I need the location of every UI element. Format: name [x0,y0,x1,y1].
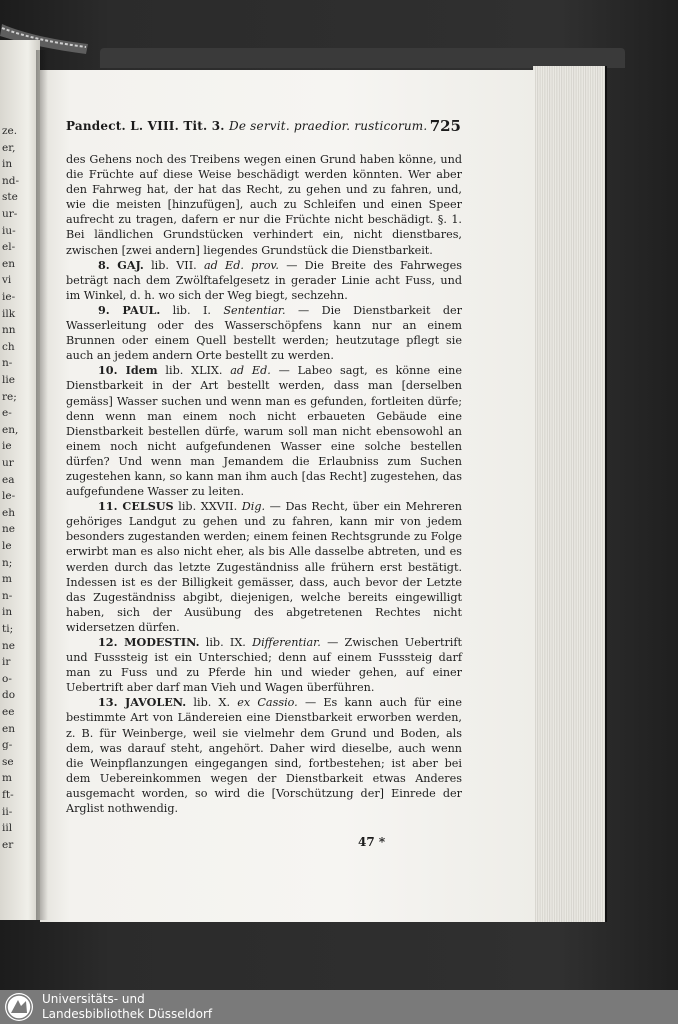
left-page-fragment: ste [2,191,18,204]
body-paragraph [66,695,462,816]
left-page-fragment: ur [2,457,14,469]
paragraph-text: lib. IX. [199,636,253,649]
library-brand-bar [0,990,678,1024]
page-number: 725 [429,117,461,135]
left-page-fragment: n- [2,589,13,602]
left-page-fragment: ch [2,340,15,353]
paragraph-text: lib. VII. [143,258,204,272]
body-paragraph [66,152,462,258]
left-page-edge [0,40,40,920]
left-page-fragment: iu- [2,224,16,237]
left-page-fragment: er, [2,141,16,154]
left-page-fragment: se [2,755,14,768]
left-page-fragment: vi [2,274,12,287]
left-page-fragment: ie- [2,291,16,303]
left-page-fragment: ee [2,706,15,718]
fragment-citation: 8. GAJ. [98,257,144,272]
fragment-citation: 13. JAVOLEN. [98,695,187,710]
running-head-subtitle: De servit. praedior. rusticorum. [229,119,428,133]
left-page-fragment: le- [2,490,16,503]
running-head-book: Pandect. L. VIII. Tit. 3. [66,119,225,133]
source-title: ad Ed. [230,364,271,378]
paragraph-text: — Die Dienstbarkeit der Wasserleitung oder des Wasserschöpfens kann nur an einem Brunnen oder einem Quell bestellt werden; heutzutage pflegt sie auch an jedem andern Orte bestellt zu werden. [66,303,462,363]
left-page-fragment: m [2,772,12,785]
page-body-text [66,152,462,816]
paragraph-text: lib. XLIX. [157,364,231,378]
left-page-fragment: ze. [2,125,18,137]
spine-shadow [36,50,48,920]
left-page-fragment: ne [2,639,15,652]
left-page-fragment: ur- [2,208,18,220]
left-page-fragment: nn [2,324,16,337]
left-page-fragment: ea [2,473,15,486]
body-paragraph [66,258,462,303]
fragment-citation: 10. Idem [98,363,158,378]
source-title: Differentiar. [252,636,321,649]
left-page-fragment: en [2,257,15,270]
source-title: Dig. [241,500,266,514]
fragment-citation: 9. PAUL. [98,302,161,317]
body-paragraph [66,363,462,499]
left-page-fragment: n- [2,357,13,370]
left-page-fragment: eh [2,506,15,519]
left-page-fragment: o- [2,672,12,685]
paragraph-text: lib. I. [160,303,224,317]
running-head-title [66,119,427,133]
left-page-fragment: ie [2,440,12,453]
paragraph-text: — Zwischen Uebertrift und Fusssteig ist ein Unterschied; denn auf einem Fusssteig darf man zu Fuss und zu Pferde hin und wieder gehen, auf einer Uebertrift aber darf man Vieh und Wagen überführen. [66,636,463,695]
left-page-fragment: le [2,540,12,552]
left-page-fragment: m [2,573,12,586]
left-page-fragment: do [2,689,16,702]
paragraph-text: — Es kann auch für eine bestimmte Art von Ländereien eine Dienstbarkeit erworben werden, z. B. für Weinberge, weil sie vielmehr dem Grund und Boden, als dem, was darauf steht, angehört. Daher wird dieselbe, auch wenn die Weinpflanzungen eingegangen sind, fortbestehen; ist aber bei dem Uebereinkommen wegen der Dienstbarkeit etwas Anderes ausgemacht worden, so wird die [Vorschützung der] Einrede der Arglist nothwendig. [66,696,463,816]
left-page-fragment: er [2,838,14,851]
running-head [66,119,461,139]
signature-mark: 47 * [358,835,386,849]
paragraph-text: lib. XXVII. [173,500,242,514]
library-name-line2: Landesbibliothek Düsseldorf [42,1007,213,1021]
fragment-citation: 12. MODESTIN. [98,635,200,649]
body-paragraph [66,499,462,635]
page-stack-edges [533,66,607,922]
body-paragraph [66,635,462,695]
source-title: ex Cassio. [237,696,298,710]
book-cover-edge [100,48,625,68]
paragraph-text: des Gehens noch des Treibens wegen einen Grund haben könne, und die Früchte auf diese Weise beschädigt werden könnten. Wer aber den Fahrweg hat, der hat das Recht, zu gehen und zu fahren, und, wie die meisten [hinzufügen], auch zu Schleifen und einen Speer aufrecht zu tragen, dafern er nur die Früchte nicht beschädigt. §. 1. Bei ländlichen Grundstücken verhindert ein, nicht dienstbares, zwischen [zwei andern] liegendes Grundstück die Dienstbarkeit. [66,153,462,257]
left-page-fragment: ilk [2,307,16,320]
left-page-fragment: ii- [2,805,13,818]
left-page-fragment: ti; [2,623,14,635]
left-page-fragment: n; [2,556,13,569]
left-page-fragment: ir [2,656,11,669]
left-page-fragment: el- [2,241,16,254]
source-title: Sententiar. [223,303,286,317]
body-paragraph [66,303,462,363]
left-page-fragment: lie [2,374,15,386]
library-name-line1: Universitäts- und [42,992,145,1006]
ulb-logo-icon[interactable] [4,992,34,1022]
left-page-fragment: re; [2,390,17,403]
source-title: ad Ed. prov. [203,258,279,272]
left-page-fragment: ne [2,523,15,536]
paragraph-text: — Das Recht, über ein Mehreren gehöriges Landgut zu gehen und zu fahren, kann mir von jedem besonders zugestanden werden; einem feinen Rechtsgrunde zu Folge erwirbt man es also nicht eher, als bis Alle dasselbe abtreten, und es werden durch das letzte Zugeständniss alle frühern erst bestätigt. Indessen ist es der Billigkeit gemässer, dass, auch bevor der Letzte das Zugeständniss abgibt, diejenigen, welche bereits eingewilligt haben, sich der Ausübung des abgetretenen Rechtes nicht widersetzen dürfen. [66,500,463,634]
paragraph-text: — Labeo sagt, es könne eine Dienstbarkeit in der Art bestellt werden, dass man [derselben gemäss] Wasser suchen und wenn man es gefunden, fortleiten dürfe; denn wenn man einem noch nicht erbaueten Gebäude eine Dienstbarkeit bestellen dürfe, warum soll man nicht ebensowohl an einem noch nicht aufgefundenen Wasser eine solche bestellen dürfen? Und wenn man Jemandem die Erlaubniss zum Suchen zugestehen kann, so kann man ihm auch [das Recht] zugestehen, das aufgefundene Wasser zu leiten. [66,364,462,499]
left-page-fragment: nd- [2,174,20,187]
fragment-citation: 11. CELSUS [98,499,174,514]
left-page-fragment: g- [2,739,13,752]
left-page-fragment: in [2,158,13,171]
left-page-fragment: en [2,722,15,735]
left-page-fragment: ft- [2,789,14,801]
paragraph-text: lib. X. [186,696,238,710]
left-page-fragment: in [2,606,13,619]
left-page-fragment: en, [2,423,19,436]
left-page-fragment: e- [2,407,12,420]
paragraph-text: — Die Breite des Fahrweges beträgt nach dem Zwölftafelgesetz in gerader Linie acht Fuss, und im Winkel, d. h. wo sich der Weg biegt, sechzehn. [66,258,462,302]
left-page-fragment: iil [2,822,13,835]
